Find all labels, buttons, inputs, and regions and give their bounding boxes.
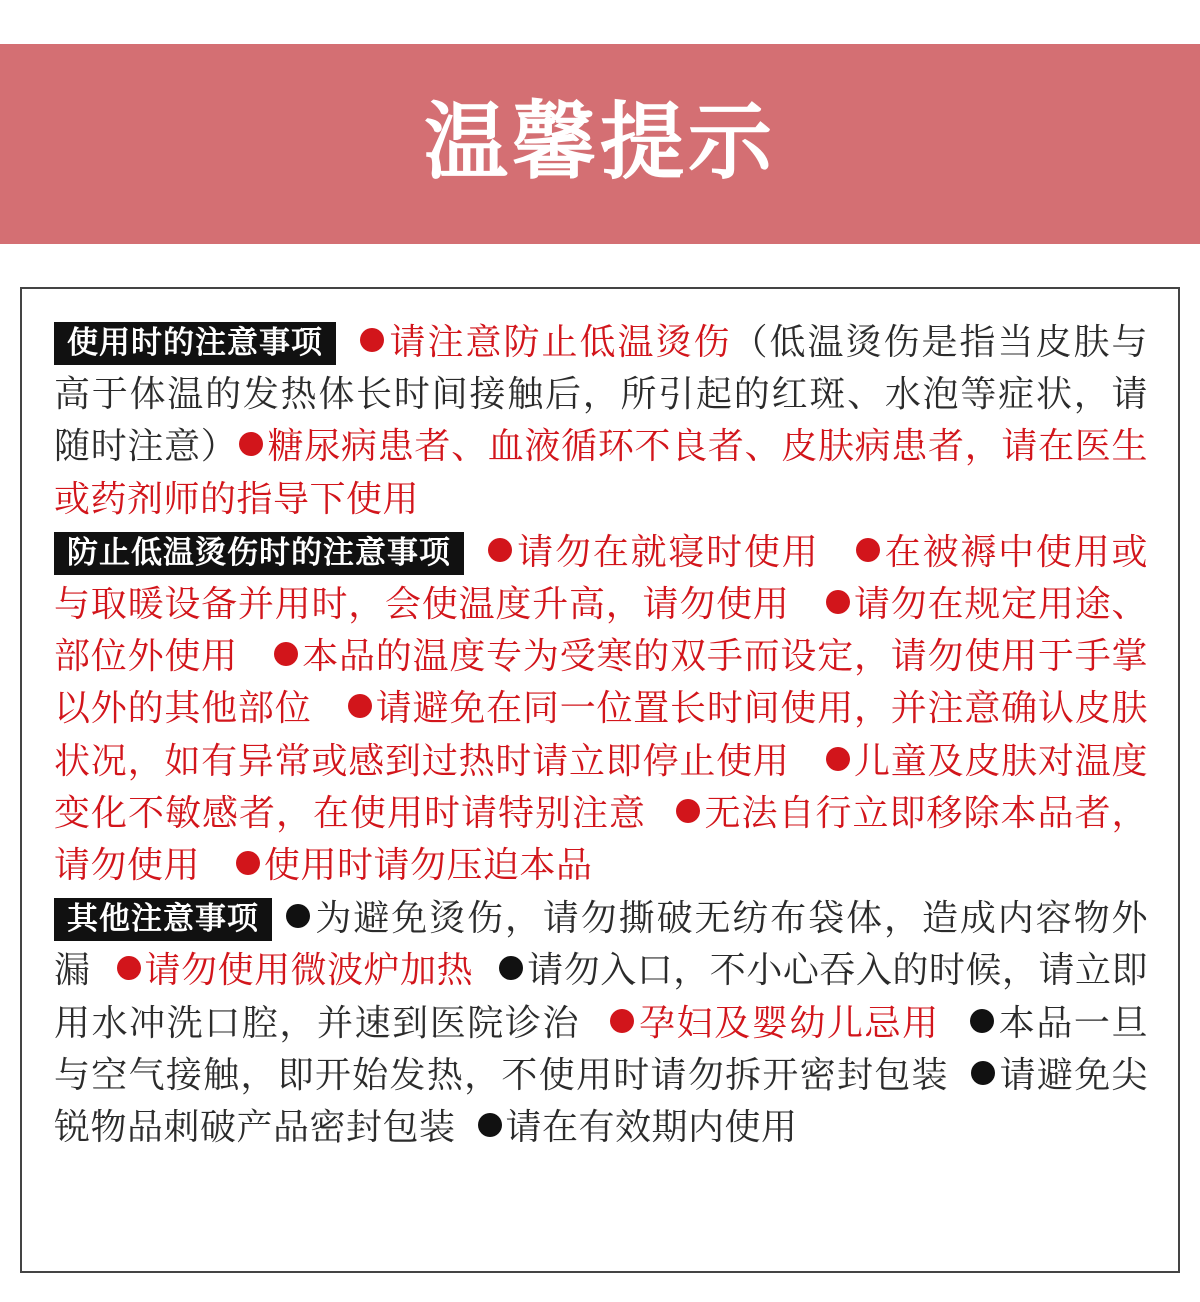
bullet-icon xyxy=(971,1061,995,1085)
bullet-icon xyxy=(499,956,523,980)
notice-text: 孕妇及婴幼儿忌用 xyxy=(638,1002,940,1044)
notice-text: 请避免在同一位置长时间使用，并注意确认皮肤状况，如有异常或感到过热时请立即停止使用 xyxy=(54,688,1148,782)
notice-item xyxy=(200,845,593,886)
notice-text: 请勿在就寝时使用 xyxy=(516,531,820,573)
section-other-notes xyxy=(54,893,1148,1154)
notice-text: 请勿入口，不小心吞入的时候，请立即用水冲洗口腔，并速到医院诊治 xyxy=(54,950,1148,1044)
bullet-icon xyxy=(488,538,512,562)
notice-text: （低温烫伤是指当皮肤与高于体温的发热体长时间接触后，所引起的红斑、水泡等症状，请随时注意） xyxy=(54,322,1148,468)
section-label: 其他注意事项 xyxy=(54,898,272,941)
section-low-temp-burn-prevention xyxy=(54,527,1148,892)
bullet-icon xyxy=(348,694,372,718)
bullet-icon xyxy=(826,747,850,771)
bullet-icon xyxy=(117,956,141,980)
bullet-icon xyxy=(676,799,700,823)
notice-text: 请勿在规定用途、部位外使用 xyxy=(54,584,1148,678)
bullet-icon xyxy=(970,1009,994,1033)
section-label: 防止低温烫伤时的注意事项 xyxy=(54,532,464,575)
notice-text: 本品的温度专为受寒的双手而设定，请勿使用于手掌以外的其他部位 xyxy=(54,636,1148,730)
bullet-icon xyxy=(274,642,298,666)
notice-text: 在被褥中使用或与取暖设备并用时，会使温度升高，请勿使用 xyxy=(54,531,1148,626)
header-banner xyxy=(0,44,1200,244)
notice-box xyxy=(20,287,1180,1273)
bullet-icon xyxy=(360,328,384,352)
notice-item xyxy=(91,950,474,991)
bullet-icon xyxy=(236,851,260,875)
notice-text: 本品一旦与空气接触，即开始发热，不使用时请勿拆开密封包装 xyxy=(54,1002,1148,1096)
notice-text: 使用时请勿压迫本品 xyxy=(264,845,593,887)
section-usage-notes xyxy=(54,317,1148,526)
page-title: 温馨提示 xyxy=(423,92,776,191)
bullet-icon xyxy=(239,432,263,456)
bullet-icon xyxy=(478,1113,502,1137)
bullet-icon xyxy=(856,538,880,562)
notice-text: 请避免尖锐物品刺破产品密封包装 xyxy=(54,1054,1148,1149)
notice-item xyxy=(456,1107,798,1148)
notice-text: 为避免烫伤，请勿撕破无纺布袋体，造成内容物外漏 xyxy=(54,898,1148,992)
notice-item xyxy=(350,322,732,363)
bullet-icon xyxy=(610,1009,634,1033)
notice-item xyxy=(580,1003,940,1044)
notice-text: 无法自行立即移除本品者，请勿使用 xyxy=(54,792,1148,887)
bullet-icon xyxy=(826,590,850,614)
bullet-icon xyxy=(286,904,310,928)
notice-text: 请勿使用微波炉加热 xyxy=(144,950,474,992)
notice-text: 请注意防止低温烫伤 xyxy=(388,322,732,363)
section-label: 使用时的注意事项 xyxy=(54,322,336,365)
notice-text: 儿童及皮肤对温度变化不敏感者，在使用时请特别注意 xyxy=(54,740,1148,834)
notice-text: 糖尿病患者、血液循环不良者、皮肤病患者，请在医生或药剂师的指导下使用 xyxy=(54,426,1148,520)
notice-item xyxy=(478,532,820,573)
notice-text: 请在有效期内使用 xyxy=(505,1107,798,1149)
